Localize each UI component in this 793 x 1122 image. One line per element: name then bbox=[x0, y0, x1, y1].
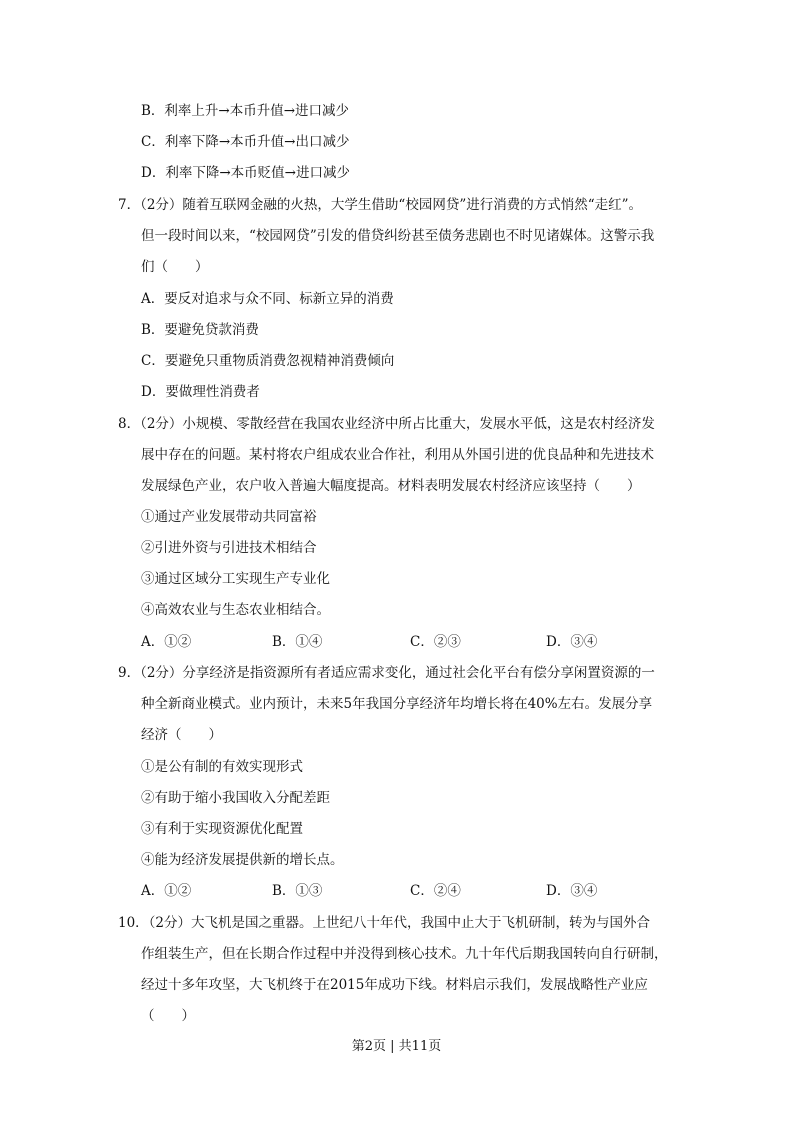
q7-option-d: D．要做理性消费者 bbox=[141, 384, 260, 400]
q10-stem-line-2: 作组装生产，但在长期合作过程中并没得到核心技术。九十年代后期我国转向自行研制， bbox=[141, 946, 668, 962]
q10-stem-line-1: 10．（2分）大飞机是国之重器。上世纪八十年代，我国中止大于飞机研制，转为与国外合 bbox=[118, 915, 651, 931]
q9-item-3: ③有利于实现资源优化配置 bbox=[141, 821, 303, 837]
q7-option-b: B．要避免贷款消费 bbox=[141, 322, 259, 338]
q8-item-2: ②引进外资与引进技术相结合 bbox=[141, 540, 317, 556]
q8-choice-c: C．②③ bbox=[410, 634, 461, 650]
q8-item-4: ④高效农业与生态农业相结合。 bbox=[141, 602, 330, 618]
q9-choice-a: A．①② bbox=[141, 883, 192, 899]
q9-item-1: ①是公有制的有效实现形式 bbox=[141, 759, 303, 775]
q9-choice-b: B．①③ bbox=[272, 883, 323, 899]
q9-stem-line-1: 9．（2分）分享经济是指资源所有者适应需求变化，通过社会化平台有偿分享闲置资源的一 bbox=[118, 665, 655, 681]
q9-item-4: ④能为经济发展提供新的增长点。 bbox=[141, 852, 344, 868]
q8-choice-b: B．①④ bbox=[272, 634, 323, 650]
q7-stem-line-3: 们（ ） bbox=[141, 259, 209, 275]
q7-option-a: A．要反对追求与众不同、标新立异的消费 bbox=[141, 291, 394, 307]
q8-stem-line-2: 展中存在的问题。某村将农户组成农业合作社，利用从外国引进的优良品种和先进技术 bbox=[141, 447, 654, 463]
q9-choices bbox=[0, 881, 793, 901]
q9-choice-c: C．②④ bbox=[410, 883, 461, 899]
q10-stem-line-3: 经过十多年攻坚，大飞机终于在2015年成功下线。材料启示我们，发展战略性产业应 bbox=[141, 977, 648, 993]
q7-stem-line-2: 但一段时间以来，“校园网贷”引发的借贷纠纷甚至债务悲剧也不时见诸媒体。这警示我 bbox=[141, 228, 655, 244]
q8-choice-d: D．③④ bbox=[546, 634, 598, 650]
q8-choice-a: A．①② bbox=[141, 634, 192, 650]
q7-stem-line-1: 7．（2分）随着互联网金融的火热，大学生借助“校园网贷”进行消费的方式悄然“走红”。 bbox=[118, 197, 643, 213]
q6-option-d: D．利率下降→本币贬值→进口减少 bbox=[141, 165, 350, 181]
q9-item-2: ②有助于缩小我国收入分配差距 bbox=[141, 790, 330, 806]
q8-stem-line-3: 发展绿色产业，农户收入普遍大幅度提高。材料表明发展农村经济应该坚持（ ） bbox=[141, 478, 641, 494]
q6-option-b: B．利率上升→本币升值→进口减少 bbox=[141, 103, 350, 119]
q8-item-3: ③通过区域分工实现生产专业化 bbox=[141, 571, 330, 587]
q10-stem-line-4: （ ） bbox=[141, 1008, 195, 1024]
q8-stem-line-1: 8．（2分）小规模、零散经营在我国农业经济中所占比重大，发展水平低，这是农村经济发 bbox=[118, 416, 655, 432]
page-footer: 第2页 | 共11页 bbox=[351, 1039, 442, 1054]
q8-item-1: ①通过产业发展带动共同富裕 bbox=[141, 509, 317, 525]
q8-choices bbox=[0, 632, 793, 652]
q9-choice-d: D．③④ bbox=[546, 883, 598, 899]
q6-option-c: C．利率下降→本币升值→出口减少 bbox=[141, 134, 350, 150]
q7-option-c: C．要避免只重物质消费忽视精神消费倾向 bbox=[141, 353, 395, 369]
q9-stem-line-3: 经济（ ） bbox=[141, 727, 222, 743]
q9-stem-line-2: 种全新商业模式。业内预计，未来5年我国分享经济年均增长将在40%左右。发展分享 bbox=[141, 696, 653, 712]
